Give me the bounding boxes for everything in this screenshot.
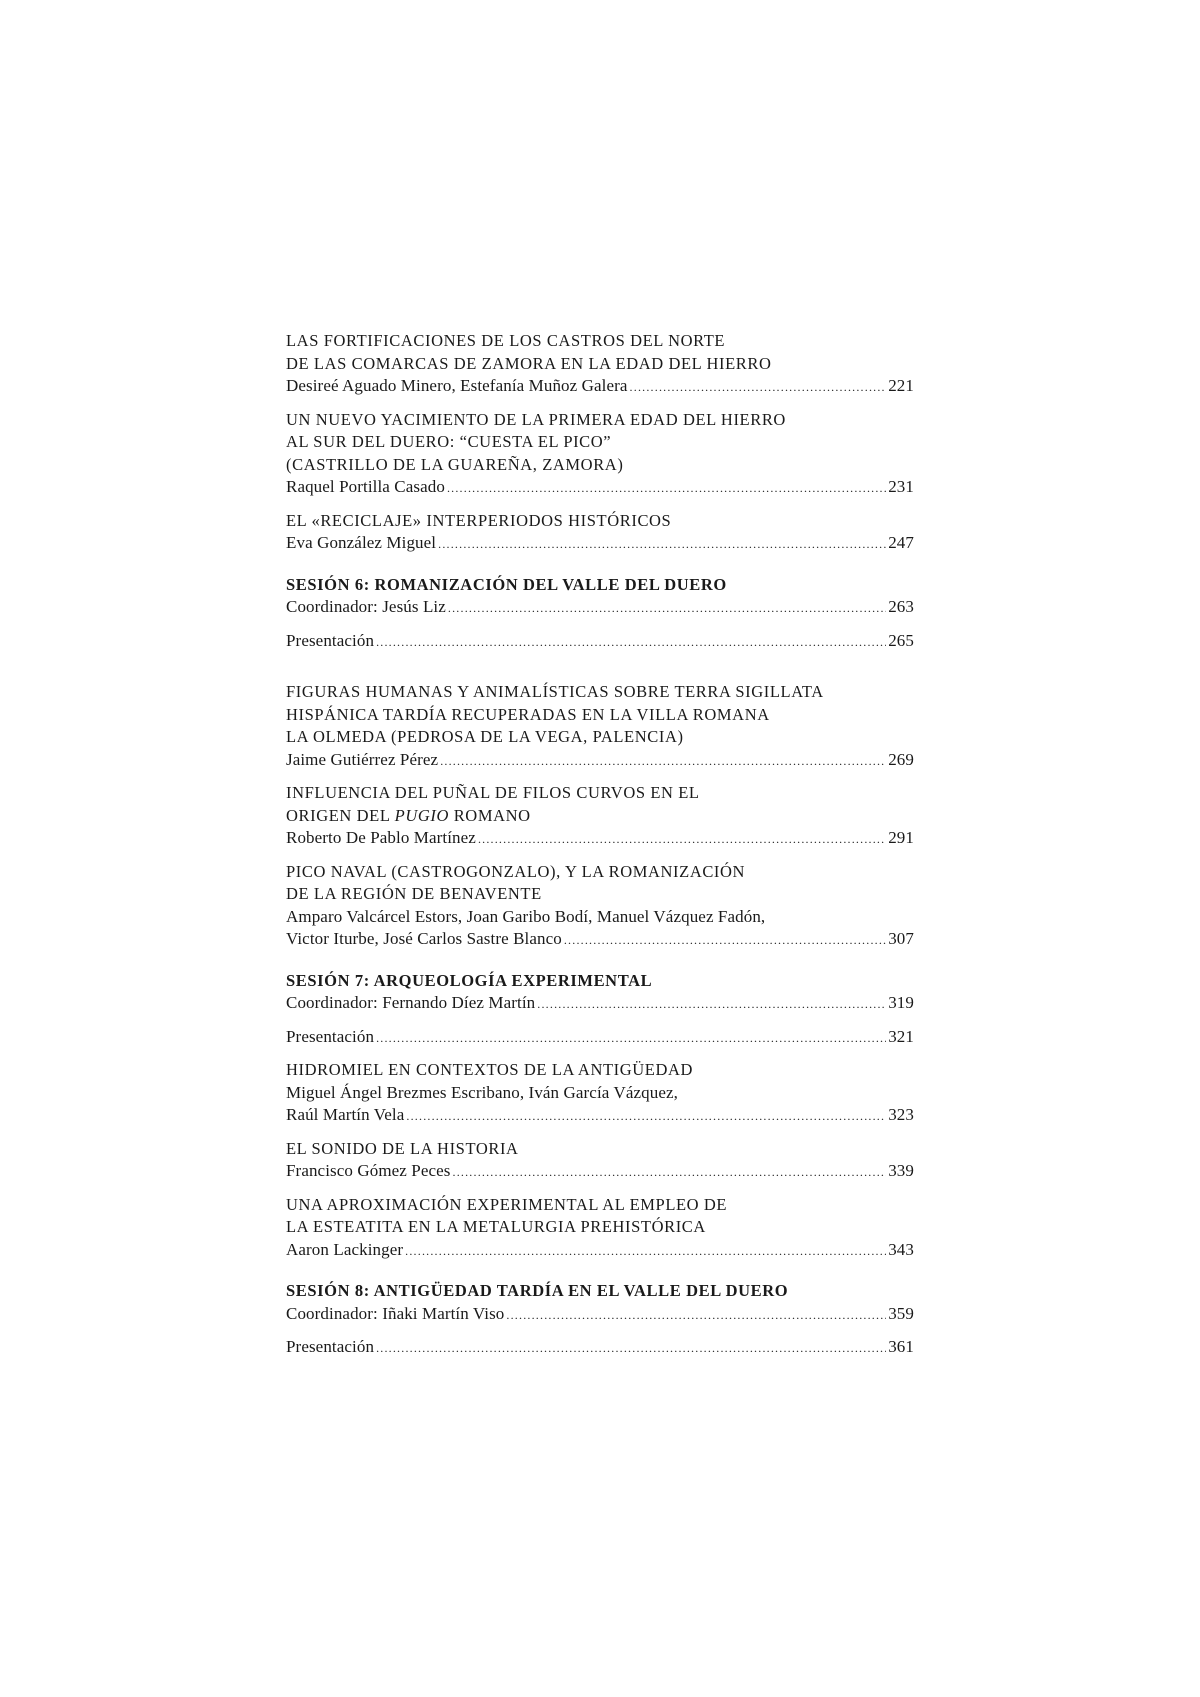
session-block	[286, 1280, 914, 1360]
page-number: 231	[888, 477, 914, 496]
dot-leader	[537, 993, 886, 1016]
session-coordinator-text: Coordinador: Iñaki Martín Viso	[286, 1303, 505, 1323]
page-number: 359	[888, 1303, 914, 1323]
entry-author-text: Aaron Lackinger	[286, 1239, 404, 1259]
page-number: 319	[888, 993, 914, 1012]
dot-leader	[453, 1161, 887, 1184]
toc-entry	[286, 409, 914, 500]
entry-title-line: (CASTRILLO DE LA GUAREÑA, ZAMORA)	[286, 454, 624, 474]
entry-title-line: PICO NAVAL (CASTROGONZALO), Y LA ROMANIZACIÓN	[286, 861, 746, 881]
dot-leader	[405, 1240, 886, 1263]
session-coordinator	[286, 992, 914, 1016]
entry-title-line: FIGURAS HUMANAS Y ANIMALÍSTICAS SOBRE TERRA SIGILLATA	[286, 682, 824, 701]
entry-author	[286, 1160, 914, 1184]
dot-leader	[564, 929, 886, 952]
dot-leader	[376, 1027, 886, 1050]
session-presentation-text: Presentación	[286, 1337, 375, 1356]
dot-leader	[447, 477, 886, 500]
entry-author-text: Eva González Miguel	[286, 533, 437, 552]
session-presentation	[286, 1336, 914, 1360]
dot-leader	[448, 597, 886, 620]
toc-entry	[286, 681, 914, 772]
page-number: 263	[888, 597, 914, 616]
entry-title-line: EL SONIDO DE LA HISTORIA	[286, 1138, 519, 1158]
dot-leader	[440, 750, 886, 773]
page-number: 291	[888, 828, 914, 847]
dot-leader	[630, 376, 887, 399]
toc-entry	[286, 510, 914, 556]
session-block	[286, 970, 914, 1050]
entry-title-line: INFLUENCIA DEL PUÑAL DE FILOS CURVOS EN EL	[286, 783, 700, 802]
page-number: 323	[888, 1105, 914, 1124]
dot-leader	[438, 533, 886, 556]
entry-title-line: HISPÁNICA TARDÍA RECUPERADAS EN LA VILLA ROMANA	[286, 704, 770, 724]
entry-title-line: UNA APROXIMACIÓN EXPERIMENTAL AL EMPLEO DE	[286, 1194, 728, 1214]
entry-author	[286, 827, 914, 851]
dot-leader	[376, 631, 886, 654]
toc-entry	[286, 861, 914, 952]
italic-term: PUGIO	[394, 805, 449, 825]
entry-title-line: LA OLMEDA (PEDROSA DE LA VEGA, PALENCIA)	[286, 727, 684, 746]
entry-title-line: EL «RECICLAJE» INTERPERIODOS HISTÓRICOS	[286, 510, 672, 530]
entry-author-text: Jaime Gutiérrez Pérez	[286, 749, 439, 769]
entry-author	[286, 532, 914, 556]
entry-author	[286, 1239, 914, 1263]
session-heading: SESIÓN 7: ARQUEOLOGÍA EXPERIMENTAL	[286, 970, 653, 990]
page-number: 307	[888, 929, 914, 948]
toc-entry	[286, 1059, 914, 1128]
page-number: 265	[888, 630, 914, 650]
toc-entry	[286, 1138, 914, 1184]
entry-title-line: DE LAS COMARCAS DE ZAMORA EN LA EDAD DEL HIERRO	[286, 353, 772, 373]
entry-author	[286, 476, 914, 500]
session-presentation-text: Presentación	[286, 630, 375, 650]
session-presentation-text: Presentación	[286, 1026, 375, 1046]
entry-author-text: Francisco Gómez Peces	[286, 1161, 451, 1180]
session-block	[286, 574, 914, 654]
session-coordinator-text: Coordinador: Fernando Díez Martín	[286, 993, 536, 1012]
session-coordinator-text: Coordinador: Jesús Liz	[286, 597, 446, 616]
dot-leader	[506, 1304, 886, 1327]
entry-author-text: Raquel Portilla Casado	[286, 477, 445, 496]
entry-author	[286, 375, 914, 399]
session-presentation	[286, 630, 914, 654]
table-of-contents	[286, 330, 914, 1370]
entry-author-line: Amparo Valcárcel Estors, Joan Garibo Bodí, Manuel Vázquez Fadón,	[286, 906, 766, 926]
page-number: 247	[888, 533, 914, 552]
page-number: 321	[888, 1026, 914, 1046]
page-number: 221	[888, 376, 914, 395]
dot-leader	[406, 1105, 886, 1128]
entry-author	[286, 749, 914, 773]
session-coordinator	[286, 1303, 914, 1327]
entry-title-line: AL SUR DEL DUERO: “CUESTA EL PICO”	[286, 432, 612, 451]
entry-title-line: LA ESTEATITA EN LA METALURGIA PREHISTÓRICA	[286, 1217, 706, 1236]
entry-title-line: ORIGEN DEL PUGIO ROMANO	[286, 805, 531, 825]
page-number: 343	[888, 1239, 914, 1259]
page-number: 361	[888, 1337, 914, 1356]
entry-title-line: UN NUEVO YACIMIENTO DE LA PRIMERA EDAD DEL HIERRO	[286, 409, 786, 429]
entry-author-text: Victor Iturbe, José Carlos Sastre Blanco	[286, 929, 562, 948]
entry-author	[286, 1104, 914, 1128]
entry-title-line: DE LA REGIÓN DE BENAVENTE	[286, 884, 542, 903]
toc-entry	[286, 330, 914, 399]
session-presentation	[286, 1026, 914, 1050]
session-heading: SESIÓN 6: ROMANIZACIÓN DEL VALLE DEL DUERO	[286, 574, 727, 594]
session-heading: SESIÓN 8: ANTIGÜEDAD TARDÍA EN EL VALLE DEL DUERO	[286, 1281, 789, 1300]
entry-author-line: Miguel Ángel Brezmes Escribano, Iván García Vázquez,	[286, 1082, 678, 1102]
toc-entry	[286, 782, 914, 851]
entry-author-text: Desireé Aguado Minero, Estefanía Muñoz Galera	[286, 376, 628, 395]
entry-title-line: HIDROMIEL EN CONTEXTOS DE LA ANTIGÜEDAD	[286, 1060, 693, 1079]
page-number: 269	[888, 749, 914, 769]
page-number: 339	[888, 1161, 914, 1180]
dot-leader	[478, 828, 886, 851]
entry-author-text: Roberto De Pablo Martínez	[286, 828, 476, 847]
entry-title-line: LAS FORTIFICACIONES DE LOS CASTROS DEL NORTE	[286, 331, 726, 350]
toc-entry	[286, 1194, 914, 1263]
session-coordinator	[286, 596, 914, 620]
entry-author	[286, 928, 914, 952]
entry-author-text: Raúl Martín Vela	[286, 1105, 405, 1124]
dot-leader	[376, 1337, 886, 1360]
